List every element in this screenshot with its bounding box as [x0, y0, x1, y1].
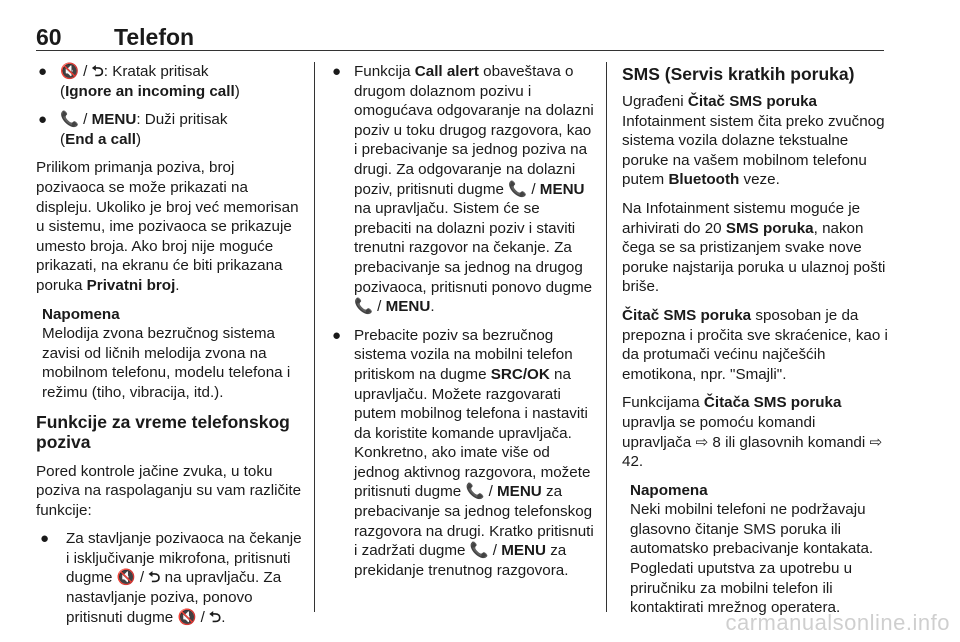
paragraph: Funkcijama Čitača SMS poruka upravlja se pomoću komandi upravljača ⇨ 8 ili glasovnih komandi ⇨ 42. [622, 394, 883, 471]
phone-icon: 📞 [60, 111, 79, 129]
back-icon: ⮌ [91, 63, 104, 80]
mute-icon: 🔇 [177, 608, 197, 626]
paragraph: Pored kontrole jačine zvuka, u toku poziva na raspolaganju su vam različite funkcije: [36, 462, 302, 519]
paragraph: Prilikom primanja poziva, broj pozivaoca se može prikazati na displeju. Ukoliko je broj već memorisan u sistemu, ime pozivaoca se prikazuje umesto broja. Ako broj nije moguće prikazati, na ekranu će biti prikazana poruka Privatni broj. [36, 159, 299, 294]
bullet-icon: ● [38, 63, 48, 80]
note-text: Melodija zvona bezručnog sistema zavisi od ličnih melodija zvona na mobilnom telefonu, modelu telefona i režimu (tiho, vibracija, itd.). [42, 325, 291, 401]
column-2 [330, 62, 594, 589]
header-rule [36, 50, 884, 51]
list-item: ● 📞 / MENU: Duži pritisak (End a call) [38, 111, 228, 148]
back-icon: ⮌ [209, 608, 222, 626]
watermark: carmanualsonline.info [725, 610, 950, 635]
mute-icon: 🔇 [60, 63, 79, 80]
note [36, 305, 304, 403]
column-3 [622, 62, 888, 627]
column-1 [36, 62, 304, 636]
mute-icon: 🔇 [116, 569, 136, 587]
back-icon: ⮌ [148, 569, 161, 587]
bullet-icon: ● [332, 63, 342, 80]
bullet-icon: ● [332, 326, 342, 344]
bullet-icon: ● [40, 530, 50, 548]
list-item: ● 🔇 / ⮌: Kratak pritisak (Ignore an incoming call) [38, 63, 240, 100]
column-divider-2 [606, 62, 607, 612]
phone-icon: 📞 [354, 298, 373, 316]
phone-icon: 📞 [465, 483, 485, 501]
page-reference[interactable]: ⇨ 8 [695, 433, 721, 451]
paragraph: Ugrađeni Čitač SMS poruka Infotainment sistem čita preko zvučnog sistema vozila dolazne tekstualne poruke na vašem mobilnom telefonu putem Bluetooth veze. [622, 93, 885, 189]
section-heading: SMS (Servis kratkih poruka) [622, 64, 855, 84]
phone-icon: 📞 [508, 180, 528, 198]
bullet-icon: ● [38, 111, 48, 129]
list-item: ● Funkcija Call alert obaveštava o drugom dolaznom pozivu i omogućava odgovaranje na dolazni poziv u toku drugog razgovora, kao i prebacivanje sa jednog poziva na drugi. Za odgovaranje na dolazni poziv, pritisnuti dugme 📞 / MENU na upravljaču. Sistem će se prebaciti na dolazni poziv i staviti trenutni razgovor na čekanje. Za prebacivanje sa jednog na drugog pozivaoca, pritisnuti ponovo dugme 📞 / MENU. [332, 63, 594, 316]
note [622, 481, 888, 618]
section-heading: Funkcije za vreme telefonskog poziva [36, 411, 290, 452]
list-item: ● Za stavljanje pozivaoca na čekanje i isključivanje mikrofona, pritisnuti dugme 🔇 / ⮌ na upravljaču. Za nastavljanje poziva, ponovo pritisnuti dugme 🔇 / ⮌. [40, 530, 302, 626]
phone-icon: 📞 [469, 542, 489, 560]
page-reference[interactable]: ⇨ 42 [622, 433, 883, 471]
paragraph: Čitač SMS poruka sposoban je da prepozna i pročita sve skraćenice, kao i da protumači većinu najčešćih emotikona, npr. "Smajli". [622, 306, 888, 383]
column-divider-1 [314, 62, 315, 612]
note-title: Napomena [42, 305, 120, 323]
note-title: Napomena [630, 481, 708, 499]
list-item: ● Prebacite poziv sa bezručnog sistema vozila na mobilni telefon pritiskom na dugme SRC/OK na upravljaču. Možete razgovarati putem mobilnog telefona i nastaviti da koristite komande upravljača. Konkretno, ako imate više od jednog aktivnog razgovora, možete pritisnuti dugme 📞 / MENU za prebacivanje sa jednog telefonskog razgovora na drugi. Kratko pritisnuti i zadržati dugme 📞 / MENU za prekidanje trenutnog razgovora. [332, 326, 594, 579]
paragraph: Na Infotainment sistemu moguće je arhivirati do 20 SMS poruka, nakon čega se sa pristizanjem svake nove poruke najstarija poruka u ulaznoj pošti briše. [622, 199, 886, 296]
note-text: Neki mobilni telefoni ne podržavaju glasovno čitanje SMS poruka ili automatsko prebacivanje kontakata. Pogledati uputstva za upotrebu u priručniku za mobilni telefon ili kontaktirati mrežnog operatera. [630, 501, 874, 617]
page-number: 60 [36, 24, 62, 50]
section-title: Telefon [114, 24, 195, 50]
